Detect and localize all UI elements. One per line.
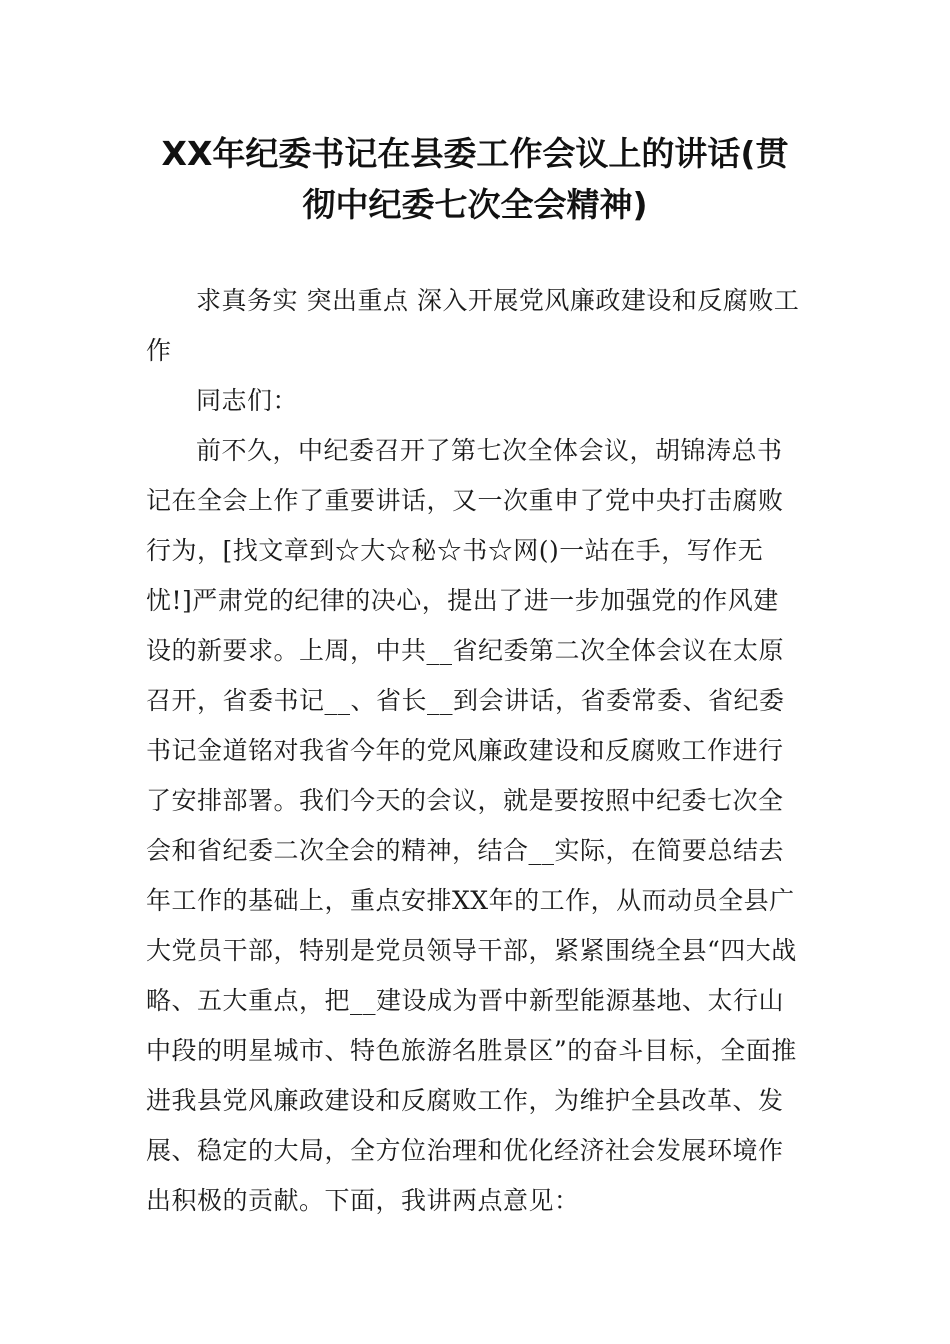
paragraph-salutation: 同志们： bbox=[196, 386, 299, 415]
title-line-1: XX年纪委书记在县委工作会议上的讲话(贯 bbox=[161, 134, 789, 173]
document-title bbox=[140, 128, 810, 230]
title-line-2: 彻中纪委七次全会精神) bbox=[302, 185, 648, 224]
paragraph-main: 前不久，中纪委召开了第七次全体会议，胡锦涛总书记在全会上作了重要讲话，又一次重申了党中央打击腐败行为，[找文章到☆大☆秘☆书☆网()一站在手，写作无忧!]严肃党的纪律的决心，提出了进一步加强党的作风建设的新要求。上周，中共__省纪委第二次全体会议在太原召开，省委书记__、省长__到会讲话，省委常委、省纪委书记金道铭对我省今年的党风廉政建设和反腐败工作进行了安排部署。我们今天的会议，就是要按照中纪委七次全会和省纪委二次全会的精神，结合__实际，在简要总结去年工作的基础上，重点安排XX年的工作，从而动员全县广大党员干部，特别是党员领导干部，紧紧围绕全县“四大战略、五大重点，把__建设成为晋中新型能源基地、太行山中段的明星城市、特色旅游名胜景区”的奋斗目标，全面推进我县党风廉政建设和反腐败工作，为维护全县改革、发展、稳定的大局，全方位治理和优化经济社会发展环境作出积极的贡献。下面，我讲两点意见： bbox=[146, 436, 797, 1215]
document-body bbox=[146, 276, 801, 1226]
paragraph-subtitle: 求真务实 突出重点 深入开展党风廉政建设和反腐败工作 bbox=[146, 286, 800, 365]
